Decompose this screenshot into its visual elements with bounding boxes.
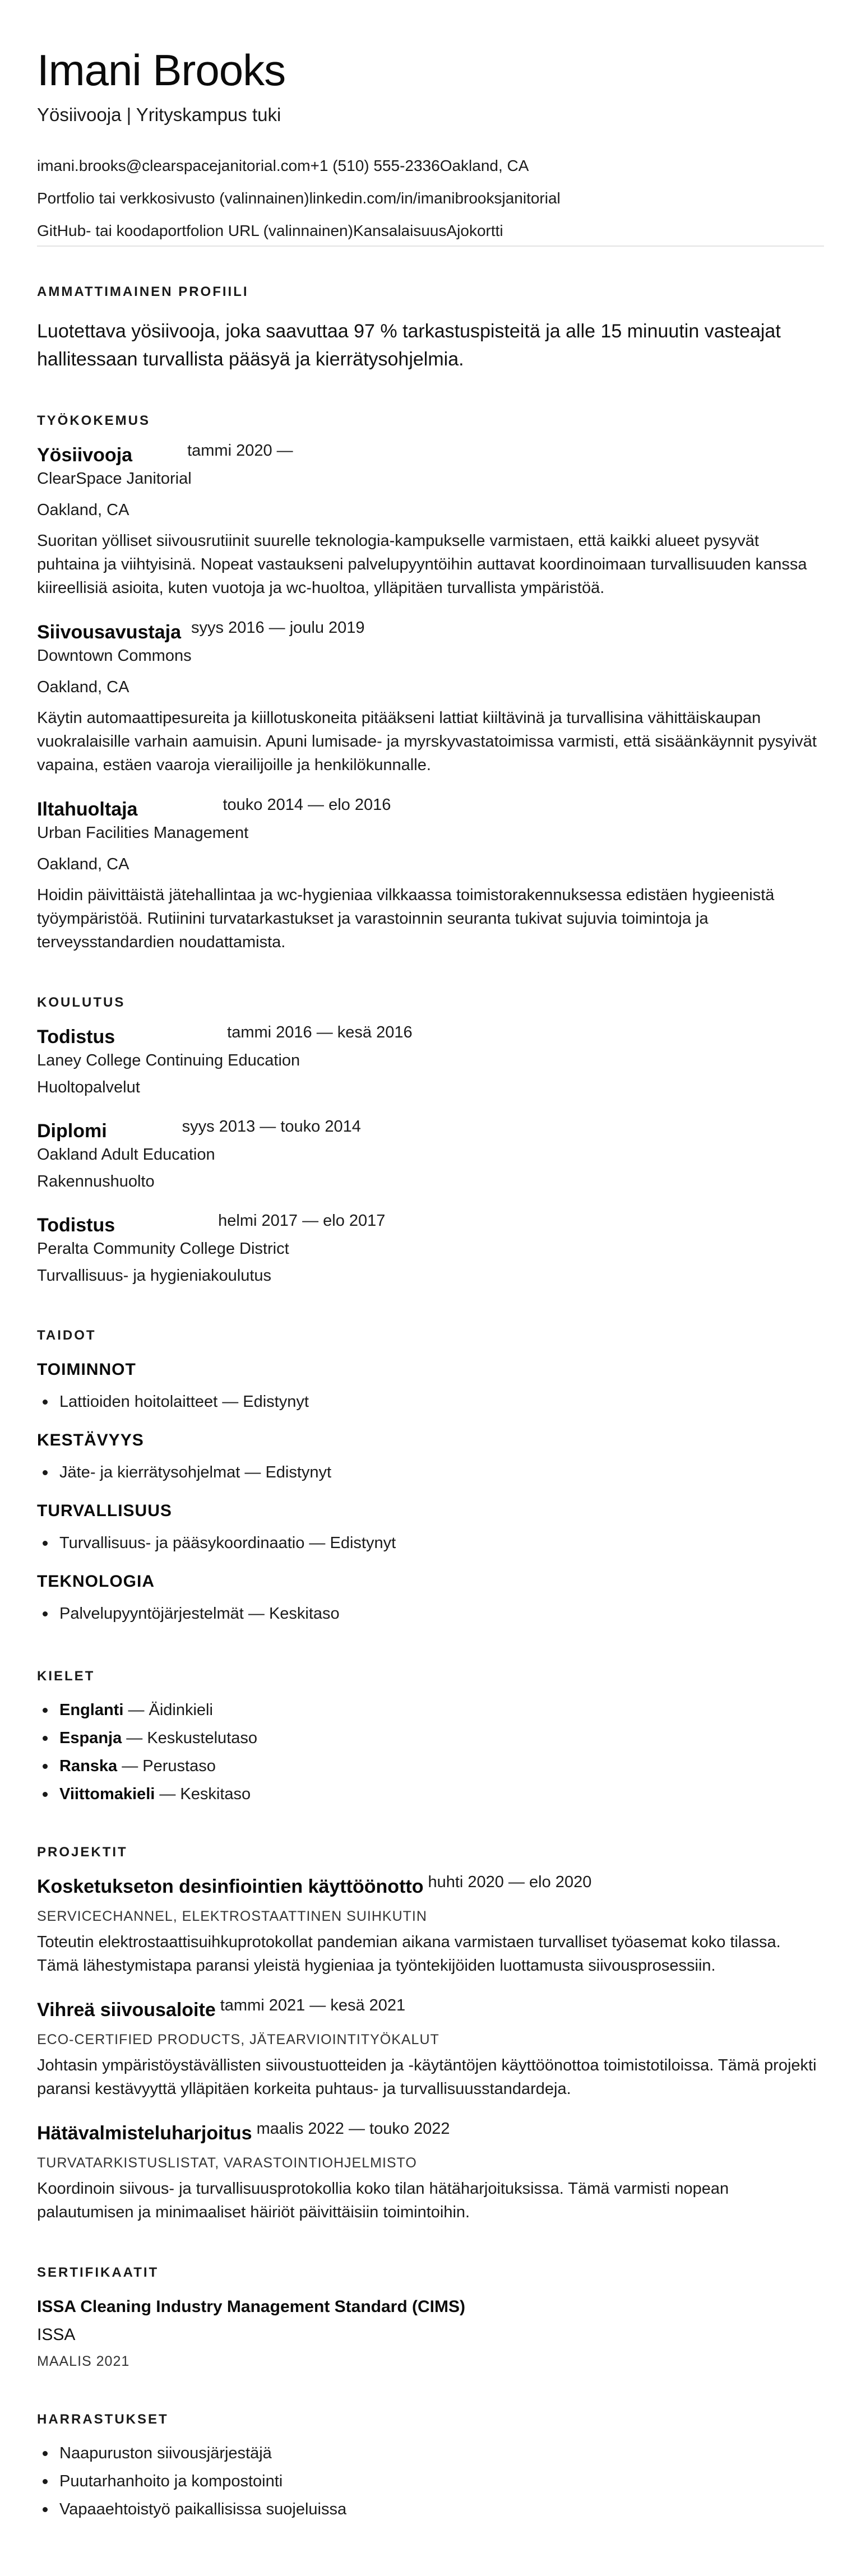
job-description: Käytin automaattipesureita ja kiillotuskoneita pitääkseni lattiat kiiltävinä ja turvallisina vähittäiskaupan vuokralaisille varhain aamuisin. Apuni lumisade- ja myrskyvastatoimissa varmisti, että sisäänkäynnit pysyivät vapaina, estäen vaaroja vierailijoille ja henkilökunnalle.: [37, 709, 817, 774]
school-name: Peralta Community College District: [37, 1240, 289, 1258]
contact-line-2: [37, 188, 824, 209]
project-description: Koordinoin siivous- ja turvallisuusprotokollia koko tilan hätäharjoituksissa. Tämä varmisti nopean palautumisen ja minimaaliset häiriöt päivittäisiin toimintoihin.: [37, 2180, 729, 2221]
project-title: Kosketukseton desinfiointien käyttöönotto: [37, 1876, 424, 1897]
skill-list: [37, 1388, 824, 1416]
contact-phone[interactable]: +1 (510) 555-2336: [310, 157, 440, 174]
language-item: [59, 1696, 824, 1724]
job-dates: touko 2014 — elo 2016: [223, 796, 391, 814]
project-item: [37, 1998, 824, 2101]
contact-email[interactable]: imani.brooks@clearspacejanitorial.com: [37, 157, 311, 174]
language-name: Englanti: [59, 1701, 124, 1719]
job-description: Suoritan yölliset siivousrutiinit suurelle teknologia-kampukselle varmistaen, että kaikki alueet pysyvät puhtaina ja viihtyisinä. Nopeat vastaukseni palvelupyyntöihin auttavat koordinoimaan turvallisuuden kanssa kiireellisiä asioita, kuten vuotoja ja wc-huoltoa, ylläpitäen turvallista ympäristöä.: [37, 532, 807, 597]
languages-section-title: KIELET: [37, 1669, 95, 1684]
certification-name: ISSA Cleaning Industry Management Standard (CIMS): [37, 2297, 465, 2316]
skill-item: Jäte- ja kierrätysohjelmat — Edistynyt: [59, 1458, 824, 1486]
job-location: Oakland, CA: [37, 678, 129, 696]
contact-linkedin[interactable]: linkedin.com/in/imanibrooksjanitorial: [309, 189, 561, 207]
education-section: [37, 994, 824, 1287]
profile-section: [37, 284, 824, 373]
field-of-study: Rakennushuolto: [37, 1173, 155, 1190]
hobby-item: Vapaaehtoistyö paikallisissa suojeluissa: [59, 2495, 824, 2523]
profile-section-title: AMMATTIMAINEN PROFIILI: [37, 284, 249, 299]
skill-group-title: TURVALLISUUS: [37, 1502, 172, 1520]
skill-group: [37, 1359, 824, 1416]
hobbies-section-title: HARRASTUKSET: [37, 2412, 169, 2427]
education-dates: helmi 2017 — elo 2017: [218, 1212, 386, 1230]
skill-item: Turvallisuus- ja pääsykoordinaatio — Edistynyt: [59, 1529, 824, 1557]
experience-item: [37, 620, 824, 777]
language-item: [59, 1724, 824, 1752]
project-item: [37, 2121, 824, 2224]
hobby-item: Puutarhanhoito ja kompostointi: [59, 2467, 824, 2495]
language-name: Viittomakieli: [59, 1785, 155, 1803]
contact-line-1: [37, 156, 824, 176]
project-title: Vihreä siivousaloite: [37, 1999, 216, 2021]
education-dates: syys 2013 — touko 2014: [182, 1118, 361, 1136]
projects-section: [37, 1844, 824, 2224]
contact-line-3: [37, 221, 824, 241]
languages-section: [37, 1668, 824, 1808]
contact-license: Ajokortti: [446, 222, 503, 239]
language-level: — Perustaso: [117, 1757, 216, 1775]
resume-header: [37, 45, 824, 247]
project-dates: tammi 2021 — kesä 2021: [220, 1996, 406, 2014]
language-name: Ranska: [59, 1757, 118, 1775]
hobbies-section: [37, 2411, 824, 2523]
job-title: Yösiivooja: [37, 444, 133, 466]
project-tech: SERVICECHANNEL, ELEKTROSTAATTINEN SUIHKUTIN: [37, 1908, 427, 1924]
skill-list: [37, 1529, 824, 1557]
skill-group: [37, 1500, 824, 1557]
skill-item: Palvelupyyntöjärjestelmät — Keskitaso: [59, 1600, 824, 1628]
skill-list: [37, 1600, 824, 1628]
project-title: Hätävalmisteluharjoitus: [37, 2123, 252, 2144]
job-title: Iltahuoltaja: [37, 799, 138, 820]
skill-group-title: TEKNOLOGIA: [37, 1572, 155, 1591]
job-description: Hoidin päivittäistä jätehallintaa ja wc-hygieniaa vilkkaassa toimistorakennuksessa edistäen hygieenistä työympäristöä. Rutiinini turvatarkastukset ja varastoinnin seuranta tukivat sujuvia toimintoja ja terveysstandardien noudattamista.: [37, 886, 775, 951]
contact-portfolio[interactable]: Portfolio tai verkkosivusto (valinnainen): [37, 189, 309, 207]
job-company: Downtown Commons: [37, 647, 192, 665]
experience-item: [37, 797, 824, 954]
profile-summary: Luotettava yösiivooja, joka saavuttaa 97 % tarkastuspisteitä ja alle 15 minuutin vasteajat hallitessaan turvallista pääsyä ja kierrätysohjelmia.: [37, 321, 781, 370]
language-item: [59, 1752, 824, 1780]
contact-github[interactable]: GitHub- tai koodaportfolion URL (valinnainen): [37, 222, 353, 239]
education-item: [37, 1213, 824, 1287]
job-location: Oakland, CA: [37, 855, 129, 873]
skill-list: [37, 1458, 824, 1486]
projects-section-title: PROJEKTIT: [37, 1845, 128, 1860]
degree-title: Todistus: [37, 1026, 115, 1048]
contact-citizenship: Kansalaisuus: [353, 222, 447, 239]
job-location: Oakland, CA: [37, 501, 129, 519]
language-item: [59, 1780, 824, 1808]
job-company: Urban Facilities Management: [37, 824, 249, 842]
skills-section: [37, 1327, 824, 1628]
skill-group: [37, 1570, 824, 1628]
education-item: [37, 1119, 824, 1193]
certifications-section: [37, 2264, 824, 2371]
skill-group-title: TOIMINNOT: [37, 1360, 136, 1379]
job-dates: tammi 2020 —: [187, 442, 293, 460]
hobby-item: Naapuruston siivousjärjestäjä: [59, 2439, 824, 2467]
experience-section-title: TYÖKOKEMUS: [37, 413, 151, 428]
skill-group: [37, 1429, 824, 1486]
experience-item: [37, 443, 824, 600]
language-name: Espanja: [59, 1729, 122, 1747]
skills-section-title: TAIDOT: [37, 1328, 96, 1343]
project-item: [37, 1874, 824, 1977]
contact-location: Oakland, CA: [439, 157, 529, 174]
job-title: Siivousavustaja: [37, 622, 182, 643]
header-divider: [37, 245, 824, 247]
field-of-study: Huoltopalvelut: [37, 1078, 140, 1096]
degree-title: Todistus: [37, 1215, 115, 1236]
education-section-title: KOULUTUS: [37, 995, 126, 1010]
hobby-list: [37, 2439, 824, 2523]
language-level: — Keskitaso: [155, 1785, 251, 1803]
certifications-section-title: SERTIFIKAATIT: [37, 2265, 159, 2280]
education-dates: tammi 2016 — kesä 2016: [227, 1023, 413, 1041]
certification-item: [37, 2296, 824, 2371]
education-item: [37, 1025, 824, 1099]
school-name: Oakland Adult Education: [37, 1146, 215, 1164]
job-dates: syys 2016 — joulu 2019: [191, 619, 365, 637]
project-description: Toteutin elektrostaattisuihkuprotokollat pandemian aikana varmistaen turvalliset työasemat koko tilassa. Tämä lähestymistapa paransi yleistä hygieniaa ja työntekijöiden luottamusta siivousprosessiin.: [37, 1933, 781, 1975]
certification-issuer: ISSA: [37, 2325, 76, 2344]
certification-date: MAALIS 2021: [37, 2353, 130, 2369]
experience-section: [37, 413, 824, 954]
project-dates: huhti 2020 — elo 2020: [428, 1873, 592, 1891]
project-tech: TURVATARKISTUSLISTAT, VARASTOINTIOHJELMISTO: [37, 2155, 417, 2171]
project-tech: ECO-CERTIFIED PRODUCTS, JÄTEARVIOINTITYÖKALUT: [37, 2032, 439, 2047]
job-company: ClearSpace Janitorial: [37, 470, 192, 488]
skill-item: Lattioiden hoitolaitteet — Edistynyt: [59, 1388, 824, 1416]
language-level: — Keskustelutaso: [122, 1729, 258, 1747]
candidate-headline: Yösiivooja | Yrityskampus tuki: [37, 104, 281, 125]
language-level: — Äidinkieli: [123, 1701, 213, 1719]
candidate-name: Imani Brooks: [37, 45, 286, 95]
language-list: [37, 1696, 824, 1808]
school-name: Laney College Continuing Education: [37, 1051, 300, 1069]
degree-title: Diplomi: [37, 1120, 107, 1142]
skill-group-title: KESTÄVYYS: [37, 1431, 144, 1449]
project-dates: maalis 2022 — touko 2022: [256, 2120, 450, 2138]
field-of-study: Turvallisuus- ja hygieniakoulutus: [37, 1267, 272, 1285]
project-description: Johtasin ympäristöystävällisten siivoustuotteiden ja -käytäntöjen käyttöönottoa toimistotiloissa. Tämä projekti paransi kestävyyttä ylläpitäen korkeita puhtaus- ja turvallisuusstandardeja.: [37, 2056, 817, 2098]
